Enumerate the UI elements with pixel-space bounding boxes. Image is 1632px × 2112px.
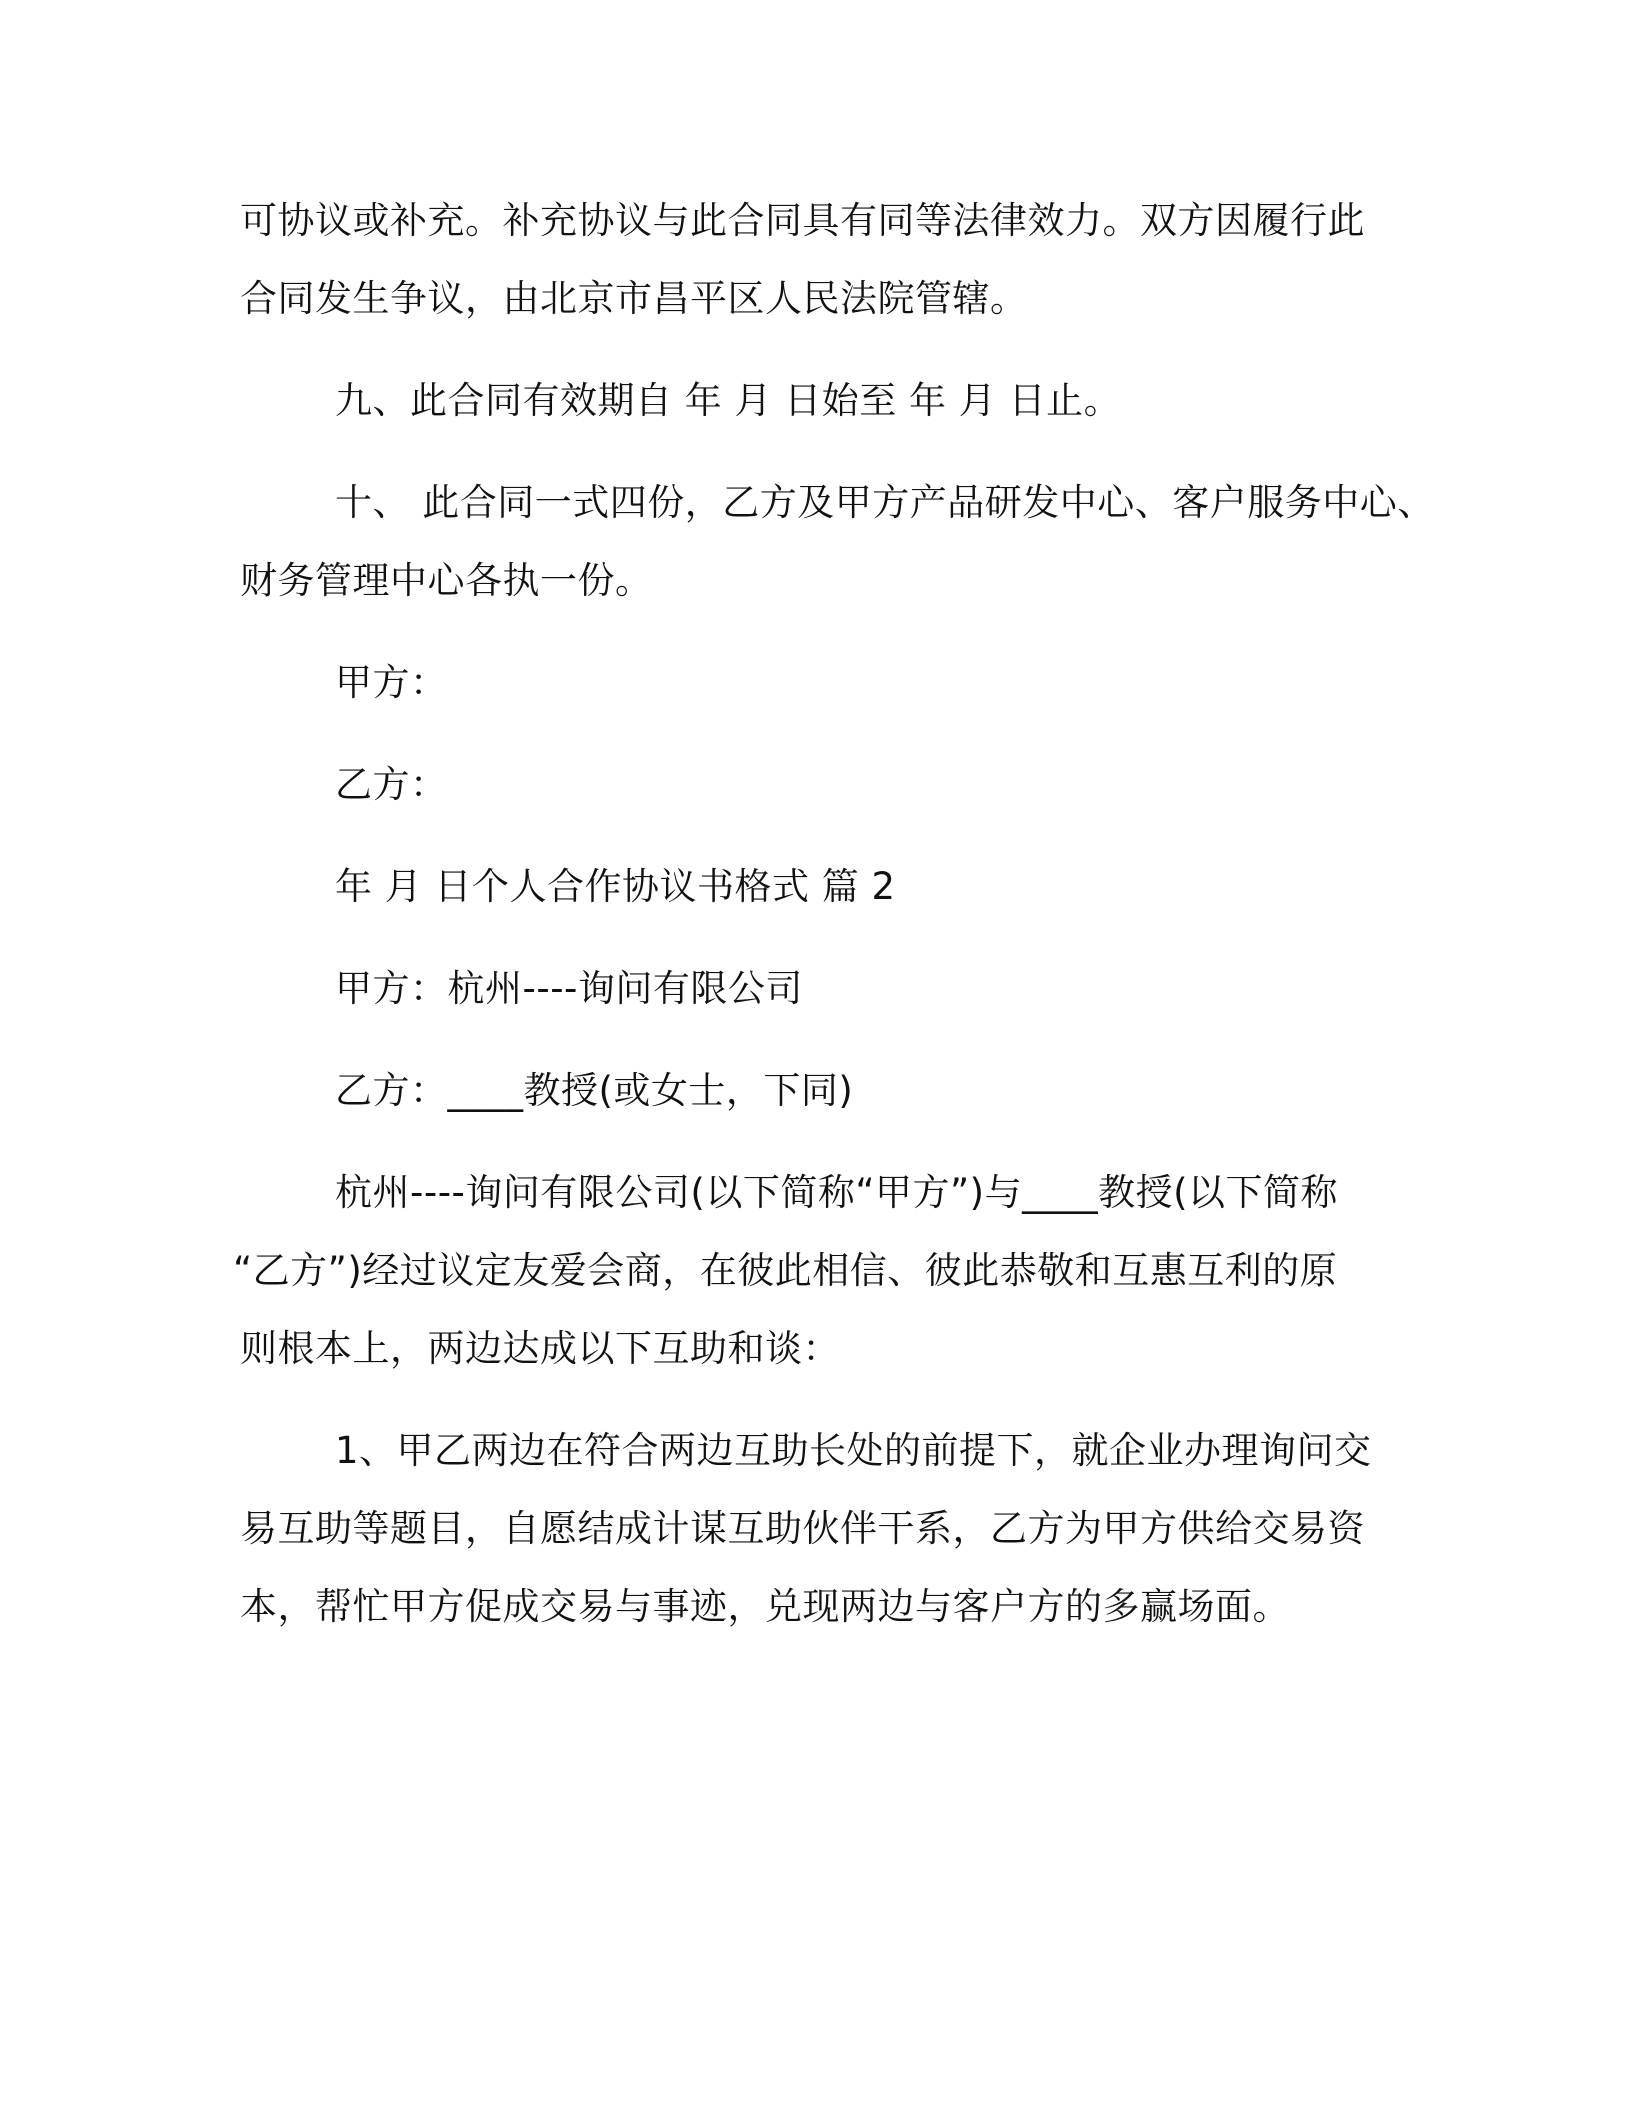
paragraph-line: 财务管理中心各执一份。 <box>240 559 653 602</box>
paragraph-line: 杭州----询问有限公司(以下简称“甲方”)与____教授(以下简称 <box>335 1171 1339 1214</box>
paragraph-line: 十、 此合同一式四份，乙方及甲方产品研发中心、客户服务中心、 <box>335 481 1435 524</box>
paragraph-line: 则根本上，两边达成以下互助和谈： <box>240 1327 840 1370</box>
paragraph-line: 九、此合同有效期自 年 月 日始至 年 月 日止。 <box>335 379 1122 422</box>
paragraph-line: 1、甲乙两边在符合两边互助长处的前提下，就企业办理询问交 <box>335 1429 1372 1472</box>
section-heading: 年 月 日个人合作协议书格式 篇 2 <box>335 865 896 908</box>
paragraph-line: 易互助等题目，自愿结成计谋互助伙伴干系，乙方为甲方供给交易资 <box>240 1507 1365 1550</box>
paragraph-line: 合同发生争议，由北京市昌平区人民法院管辖。 <box>240 277 1028 320</box>
paragraph-line: 本，帮忙甲方促成交易与事迹，兑现两边与客户方的多赢场面。 <box>240 1585 1290 1628</box>
party-b-label: 乙方： <box>335 763 448 806</box>
party-b-line: 乙方：____教授(或女士，下同) <box>335 1069 854 1112</box>
party-a-label: 甲方： <box>335 661 448 704</box>
paragraph-line: 可协议或补充。补充协议与此合同具有同等法律效力。双方因履行此 <box>240 199 1365 242</box>
party-a-line: 甲方：杭州----询问有限公司 <box>335 967 803 1010</box>
paragraph-line: “乙方”)经过议定友爱会商，在彼此相信、彼此恭敬和互惠互利的原 <box>233 1249 1338 1292</box>
